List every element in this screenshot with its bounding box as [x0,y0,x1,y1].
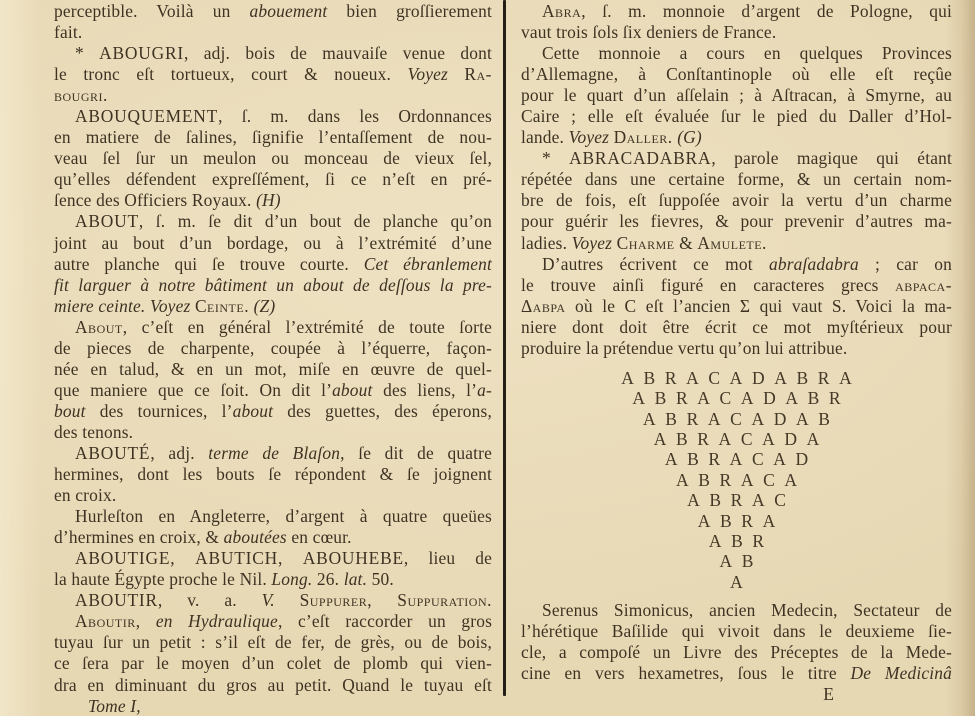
text-line: ABOUT, ſ. m. ſe dit d’un bout de planche qu’on [75,211,492,232]
text-line: Caire ; elle eſt évaluée ſur le pied du Daller d’Hol- [521,106,952,127]
text-line: qu’elles défendent expreſſément, ſi ce n’eſt en pré- [54,169,492,190]
text-line: ABOUTÉ, adj. terme de Blaſon, ſe dit de quatre [75,442,492,463]
text-line: pour guérir les fievres, & pour prevenir d’autres ma- [521,211,952,232]
right-column-bottom-text [521,600,952,684]
text-line: autre planche qui ſe trouve courte. Cet ébranlement [54,253,492,274]
text-line: vaut trois ſols ſix deniers de France. [521,22,777,43]
text-line: perceptible. Voilà un abouement bien groſſierement [54,1,493,21]
triangle-row: ABRAC [687,490,796,511]
text-line: tuyau ſur un petit : s’il eſt de fer, de grès, ou de bois, [54,632,492,653]
triangle-row: ABRACADA [653,428,829,449]
text-line: d’Allemagne, à Conſtantinople où elle eſt reçûe [521,64,952,85]
text-line: hermines, dont les bouts ſe répondent & ſe joignent [54,464,492,485]
text-line: Δabpa où le C eſt l’ancien Σ qui vaut S. Voici la ma- [521,295,952,316]
text-line: lande. Voyez Daller. (G) [521,127,702,148]
text-line: le tronc eſt tortueux, court & noueux. Voyez Ra- [54,64,492,85]
right-column-top-text [521,1,952,359]
abracadabra-triangle [521,368,952,592]
text-line: fit larguer à notre bâtiment un about de deſſous la pre- [54,274,492,295]
text-line: bougri. [54,85,108,106]
text-line: cine en vers hexametres, ſous le titre De Medicinâ [521,663,952,684]
text-line: * ABRACADABRA, parole magique qui étant [542,148,952,169]
text-line: ABOUTIR, v. a. V. Suppurer, Suppuration. [75,590,492,611]
text-line: répétée dans une certaine forme, & un certain nom- [521,169,952,190]
triangle-row: ABRA [697,510,785,531]
text-line: Hurleſton en Angleterre, d’argent à quatre queües [75,506,492,527]
text-line: joint au bout d’un bordage, ou à l’extrémité d’une [54,232,492,253]
text-line: des tenons. [54,421,134,442]
text-line: que maniere que ce ſoit. On dit l’about des liens, l’a- [54,379,492,400]
text-line: d’hermines en croix, & aboutées en cœur. [54,527,352,548]
text-line: née en talud, & en un mot, miſe en œuvre de quel- [54,358,492,379]
text-line: pour le quart d’un aſſelain ; à Aſtracan, à Smyrne, au [521,85,952,106]
text-line: produire la prétendue vertu qu’on lui attribue. [521,337,848,358]
column-divider-rule [503,0,506,696]
triangle-row: ABRACADABRA [621,367,862,388]
text-line: veau ſel ſur un meulon ou monceau de vieux ſel, [54,148,492,169]
text-line: dra en diminuant du gros au petit. Quand le tuyau eſt [54,674,492,695]
text-line: Abra, ſ. m. monnoie d’argent de Pologne, qui [542,1,952,21]
text-line: bre de fois, eſt ſuppoſée avoir la vertu d’un charme [521,190,952,211]
text-line: D’autres écrivent ce mot abraſadabra ; car on [542,253,953,274]
left-column [54,1,492,716]
text-line: ce ſera par le moyen d’un colet de plomb qui vien- [54,653,492,674]
triangle-row: A [730,571,753,592]
right-column [521,1,952,705]
text-line: ladies. Voyez Charme & Amulete. [521,232,767,253]
text-line: About, c’eſt en général l’extrémité de toute ſorte [75,316,492,337]
text-line: l’hérétique Baſilide qui vivoit dans le deuxieme ſie- [521,621,952,642]
text-line: le trouve ainſi figuré en caracteres grecs abpaca- [521,274,952,295]
text-line: miere ceinte. Voyez Ceinte. (Z) [54,295,276,316]
text-line: de pieces de charpente, coupée à l’équerre, façon- [54,337,492,358]
triangle-row: ABRACADAB [643,408,840,429]
text-line: niere dont doit être écrit ce mot myſtérieux pour [521,316,952,337]
text-line: fait. [54,22,83,43]
text-line: la haute Égypte proche le Nil. Long. 26. lat. 50. [54,569,394,590]
triangle-row: ABRACADABR [632,388,851,409]
text-line: Cette monnoie a cours en quelques Provinces [542,43,952,64]
triangle-row: AB [719,551,764,572]
text-line: ABOUQUEMENT, ſ. m. dans les Ordonnances [75,106,492,127]
text-line: en croix. [54,485,117,506]
text-line: cle, a compoſé un Livre des Préceptes de la Mede- [521,642,952,663]
text-line: ſence des Officiers Royaux. (H) [54,190,281,211]
triangle-row: ABR [708,530,774,551]
text-line: * ABOUGRI, adj. bois de mauvaiſe venue dont [75,43,492,64]
text-line: Tome I, [88,695,141,716]
triangle-row: ABRACAD [664,449,818,470]
signature-mark: E [823,684,834,705]
text-line: Serenus Simonicus, ancien Medecin, Sectateur de [542,600,952,621]
triangle-row: ABRACA [675,469,807,490]
text-line: Aboutir, en Hydraulique, c’eſt raccorder un gros [75,611,493,632]
text-line: ABOUTIGE, ABUTICH, ABOUHEBE, lieu de [75,548,492,569]
text-line: en matiere de ſalines, ſignifie l’entaſſement de nou- [54,127,492,148]
text-line: bout des tournices, l’about des guettes, des éperons, [54,400,492,421]
